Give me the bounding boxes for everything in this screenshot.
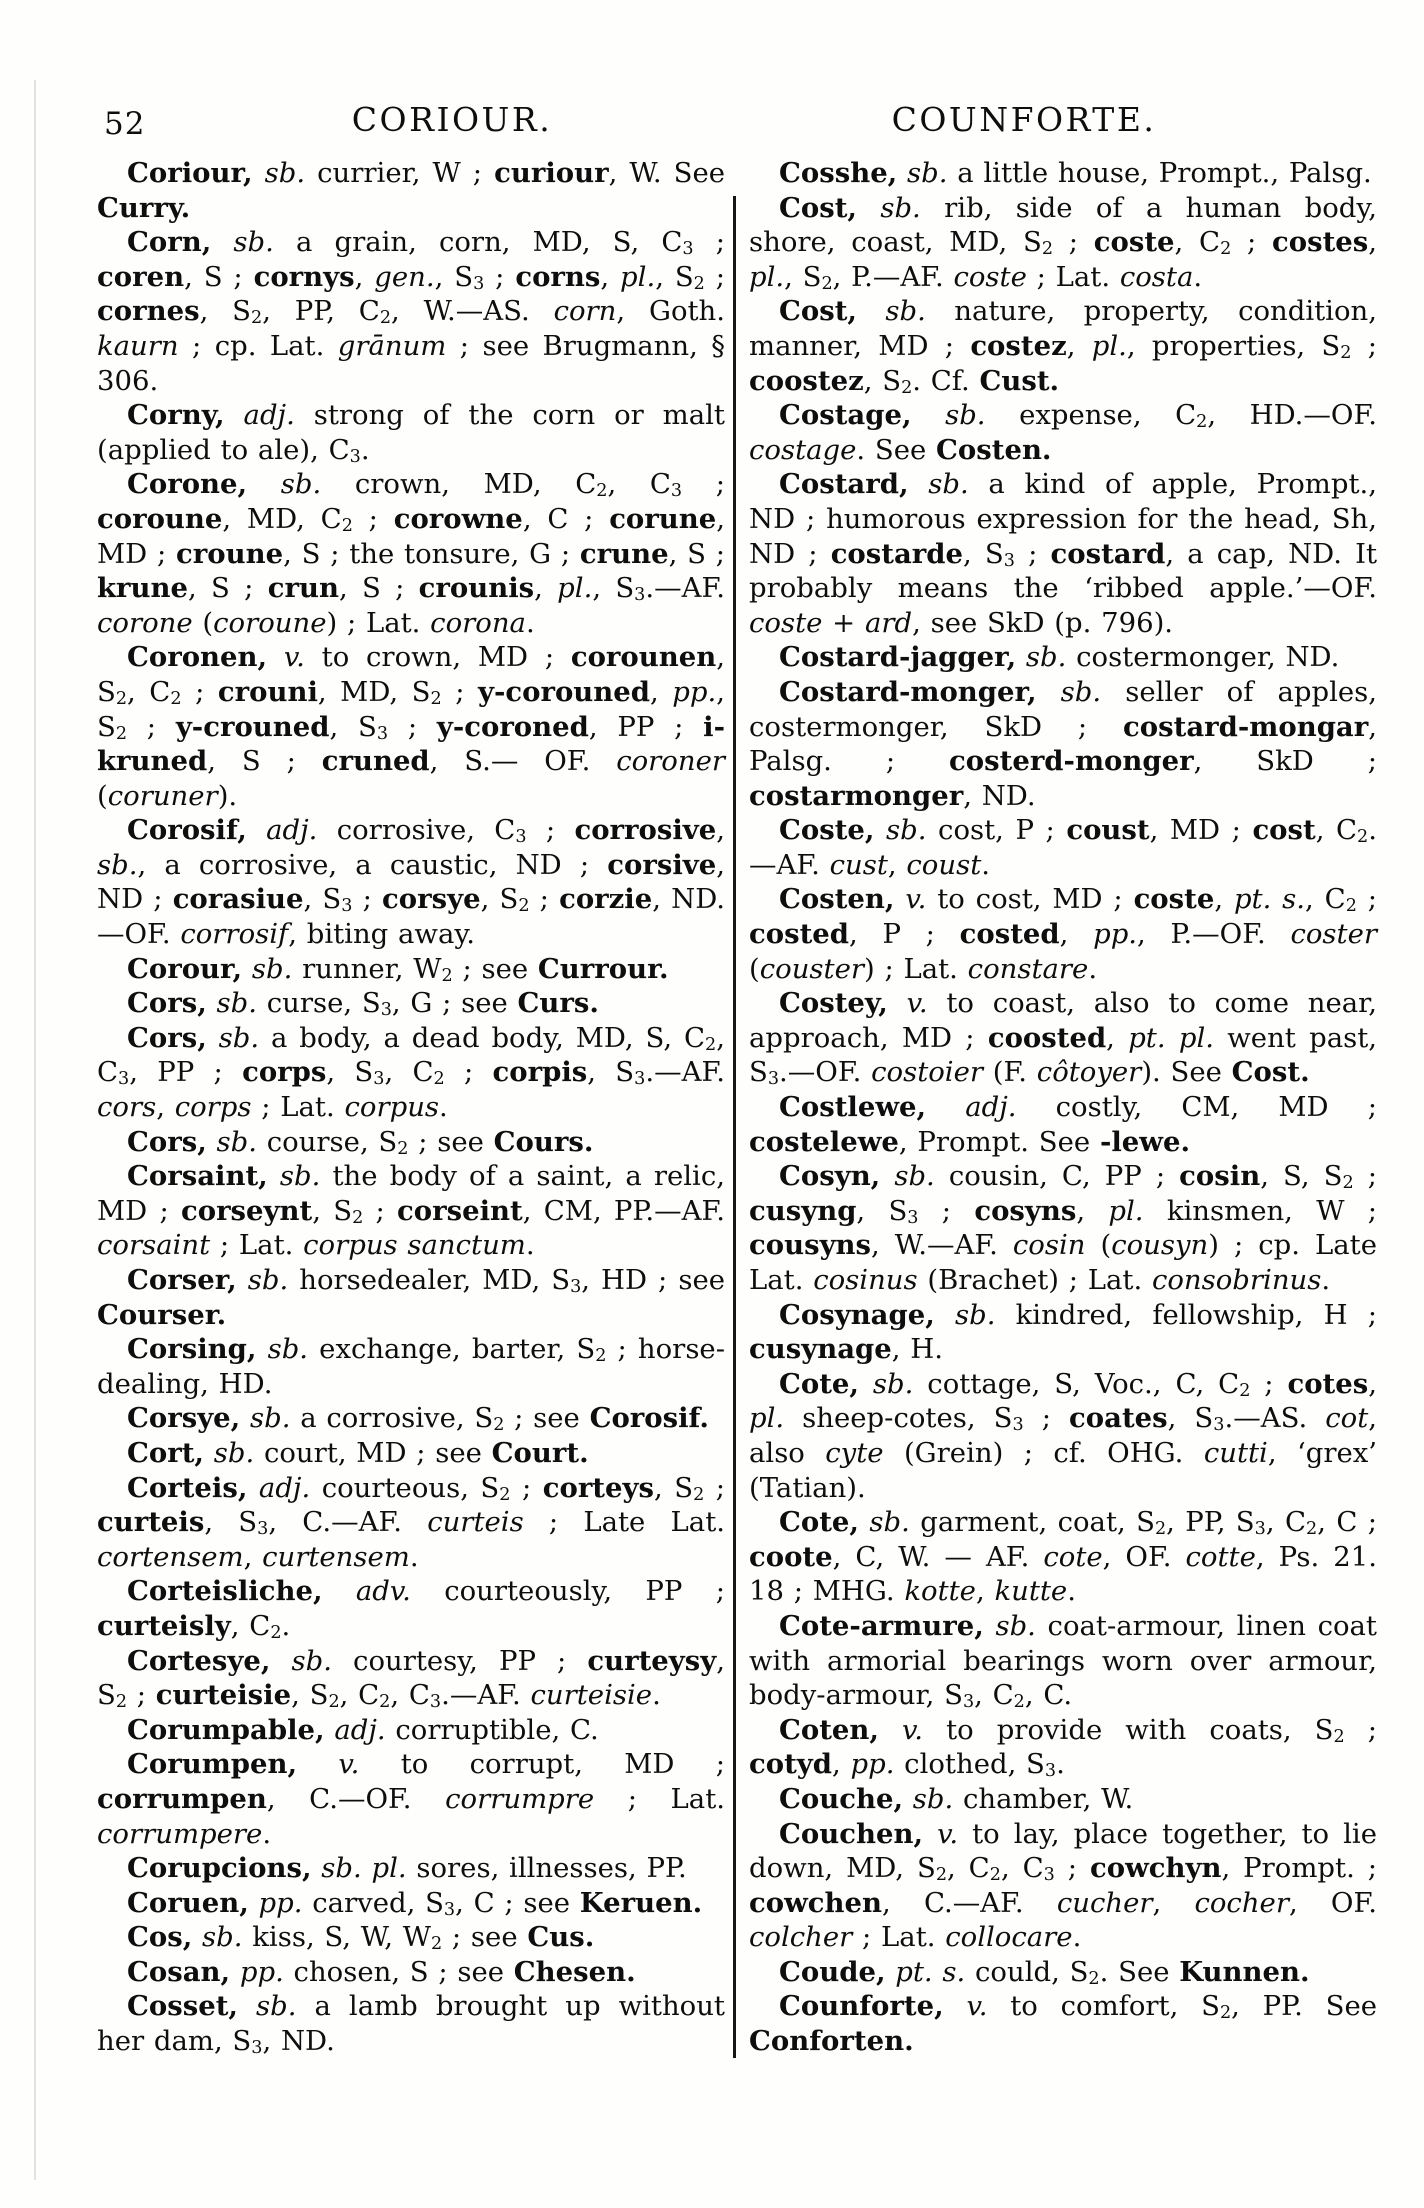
dictionary-entry: Cosan, pp. chosen, S ; see Chesen. [127, 1955, 636, 1988]
running-head-right: COUNFORTE. [891, 100, 1157, 139]
dictionary-entry: Corumpable, adj. corruptible, C. [127, 1713, 599, 1746]
dictionary-entry: Costard, sb. a kind of apple, Prompt., ND ; humorous expression for the head, Sh, ND ; costarde, $S_3$ ; costard, a cap, ND. It probably means the ‘ribbed apple.’—OF. coste + ard, see SkD (p. 796). [749, 468, 1378, 639]
dictionary-entry: Corour, sb. runner, $W_2$ ; see Currour. [127, 952, 669, 986]
dictionary-entry: Coste, sb. cost, P ; coust, MD ; cost, $C_2.—AF$. cust, coust. [749, 814, 1377, 881]
page-number: 52 [104, 106, 146, 142]
dictionary-entry: Corny, adj. strong of the corn or malt (applied to ale), $C_3$. [97, 399, 725, 467]
dictionary-entry: Cosset, sb. a lamb brought up without her dam, $S_3$, ND. [97, 1990, 725, 2059]
dictionary-entry: Coude, pt. s. could, $S_2$. See Kunnen. [779, 1955, 1310, 1990]
dictionary-entry: Costey, v. to coast, also to come near, approach, MD ; coosted, pt. pl. went past, $S_3.—OF$. costoier (F. côtoyer). See Cost. [749, 987, 1378, 1090]
running-head-left: CORIOUR. [351, 100, 553, 139]
dictionary-entry: Cote, sb. garment, coat, $S_2$, PP, $S_3$, $C_2$, C ; coote, C, W. — AF. cote, OF. cotte, Ps. 21. 18 ; MHG. kotte, kutte. [749, 1506, 1378, 1608]
dictionary-entry: Cors, sb. course, $S_2$ ; see Cours. [127, 1125, 594, 1159]
dictionary-entry: Cost, sb. nature, property, condition, manner, MD ; costez, pl., properties, $S_2$ ; coostez, $S_2$. Cf. Cust. [749, 295, 1378, 398]
dictionary-entry: Cortesye, sb. courtesy, PP ; curteysy, $S_2$ ; curteisie, $S_2$, $C_2$, $C_3.—AF$. curteisie. [97, 1644, 725, 1713]
dictionary-entry: Cosshe, sb. a little house, Prompt., Palsg. [779, 157, 1372, 189]
dictionary-entry: Corupcions, sb. pl. sores, illnesses, PP. [127, 1852, 687, 1885]
dictionary-entry: Corser, sb. horsedealer, MD, $S_3$, HD ; see Courser. [97, 1264, 725, 1331]
dictionary-entry: Cote, sb. cottage, S, Voc., C, $C_2$ ; cotes, pl. sheep-cotes, $S_3$ ; coates, $S_3.—AS$. cot, also cyte (Grein) ; cf. OHG. cutti, ‘grex’ (Tatian). [749, 1367, 1378, 1504]
dictionary-entry: Coten, v. to provide with coats, $S_2$ ; cotyd, pp. clothed, $S_3$. [749, 1713, 1377, 1782]
left-column [97, 156, 725, 2059]
dictionary-entry: Corsye, sb. a corrosive, $S_2$ ; see Corosif. [127, 1402, 709, 1436]
column-divider-rule [733, 196, 736, 2058]
dictionary-entry: Corteis, adj. courteous, $S_2$ ; corteys, $S_2$ ; curteis, $S_3$, C.—AF. curteis ; Late Lat. cortensem, curtensem. [97, 1471, 726, 1573]
right-column [749, 156, 1377, 2059]
dictionary-entry: Corumpen, v. to corrupt, MD ; corrumpen, C.—OF. corrumpre ; Lat. corrumpere. [97, 1748, 725, 1850]
dictionary-entry: Costage, sb. expense, $C_2$, HD.—OF. costage. See Costen. [749, 399, 1378, 466]
dictionary-entry: Corsing, sb. exchange, barter, $S_2$ ; horse-dealing, HD. [97, 1333, 725, 1400]
dictionary-entry: Coriour, sb. currier, W ; curiour, W. See Curry. [97, 157, 726, 224]
dictionary-entry: Costen, v. to cost, MD ; coste, pt. s., $C_2$ ; costed, P ; costed, pp., P.—OF. coster (couster) ; Lat. constare. [749, 883, 1378, 985]
dictionary-entry: Corone, sb. crown, MD, $C_2$, $C_3$ ; coroune, MD, $C_2$ ; corowne, C ; corune, MD ; croune, S ; the tonsure, G ; crune, S ; krune, S ; crun, S ; crounis, pl., $S_3.—AF$. corone (coroune) ; Lat. corona. [97, 468, 726, 639]
dictionary-entry: Cosynage, sb. kindred, fellowship, H ; cusynage, H. [749, 1298, 1377, 1366]
dictionary-entry: Cost, sb. rib, side of a human body, shore, coast, MD, $S_2$ ; coste, $C_2$ ; costes, pl., $S_2$, P.—AF. coste ; Lat. costa. [749, 191, 1377, 294]
dictionary-entry: Costard-monger, sb. seller of apples, costermonger, SkD ; costard-mongar, Palsg. ; costerd-monger, SkD ; costarmonger, ND. [749, 675, 1378, 812]
dictionary-entry: Costard-jagger, sb. costermonger, ND. [779, 641, 1340, 674]
dictionary-entry: Costlewe, adj. costly, CM, MD ; costelewe, Prompt. See -lewe. [749, 1091, 1378, 1158]
dictionary-entry: Cors, sb. a body, a dead body, MD, S, $C_2$, $C_3$, PP ; corps, $S_3$, $C_2$ ; corpis, $S_3.—AF$. cors, corps ; Lat. corpus. [97, 1021, 725, 1124]
dictionary-entry: Cote-armure, sb. coat-armour, linen coat with armorial bearings worn over armour, body-armour, $S_3$, $C_2$, C. [749, 1609, 1377, 1713]
dictionary-entry: Couchen, v. to lay, place together, to lie down, MD, $S_2$, $C_2$, $C_3$ ; cowchyn, Prompt. ; cowchen, C.—AF. cucher, cocher, OF. colcher ; Lat. collocare. [749, 1817, 1378, 1954]
dictionary-entry: Cort, sb. court, MD ; see Court. [127, 1436, 589, 1469]
dictionary-entry: Cosyn, sb. cousin, C, PP ; cosin, S, $S_2$ ; cusyng, $S_3$ ; cosyns, pl. kinsmen, W ; cousyns, W.—AF. cosin (cousyn) ; cp. Late Lat. cosinus (Brachet) ; Lat. consobrinus. [749, 1160, 1378, 1296]
dictionary-entry: Corosif, adj. corrosive, $C_3$ ; corrosive, sb., a corrosive, a caustic, ND ; corsive, ND ; corasiue, $S_3$ ; corsye, $S_2$ ; corzie, ND.—OF. corrosif, biting away. [97, 814, 726, 951]
dictionary-entry: Corteisliche, adv. courteously, PP ; curteisly, $C_2$. [97, 1575, 726, 1644]
dictionary-entry: Coruen, pp. carved, $S_3$, C ; see Keruen. [127, 1886, 703, 1920]
dictionary-entry: Cors, sb. curse, $S_3$, G ; see Curs. [127, 987, 599, 1021]
dictionary-entry: Counforte, v. to comfort, $S_2$, PP. See Conforten. [749, 1990, 1377, 2058]
dictionary-entry: Cos, sb. kiss, S, W, $W_2$ ; see Cus. [127, 1921, 595, 1955]
dictionary-entry: Coronen, v. to crown, MD ; corounen, $S_2$, $C_2$ ; crouni, MD, $S_2$ ; y-corouned, pp., $S_2$ ; y-crouned, $S_3$ ; y-coroned, PP ; i-kruned, S ; cruned, S.— OF. coroner (coruner). [97, 641, 726, 812]
scan-edge-artifact [34, 80, 36, 2180]
dictionary-entry: Corsaint, sb. the body of a saint, a relic, MD ; corseynt, $S_2$ ; corseint, CM, PP.—AF. corsaint ; Lat. corpus sanctum. [97, 1160, 726, 1262]
dictionary-entry: Corn, sb. a grain, corn, MD, S, $C_3$ ; coren, S ; cornys, gen., $S_3$ ; corns, pl., $S_2$ ; cornes, $S_2$, PP, $C_2$, W.—AS. corn, Goth. kaurn ; cp. Lat. grānum ; see Brugmann, § 306. [97, 226, 726, 397]
dictionary-entry: Couche, sb. chamber, W. [779, 1782, 1134, 1815]
